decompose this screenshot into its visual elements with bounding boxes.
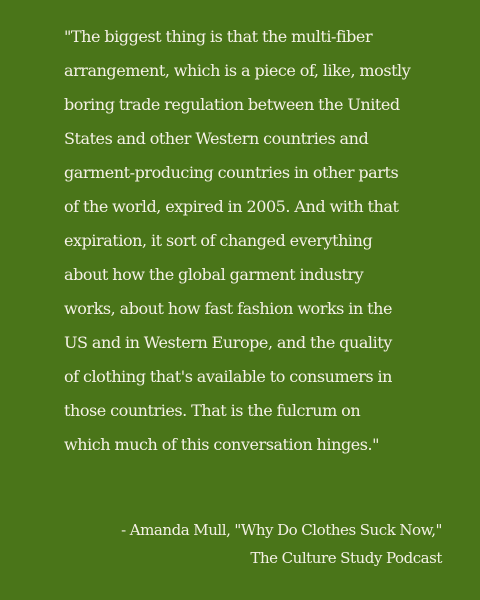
attribution (121, 516, 442, 572)
quote-line: garment-producing countries in other parts (64, 163, 399, 182)
quote-line: works, about how fast fashion works in the (64, 299, 392, 318)
quote-line: about how the global garment industry (64, 265, 364, 284)
quote-line: arrangement, which is a piece of, like, mostly (64, 61, 411, 80)
quote-line: those countries. That is the fulcrum on (64, 401, 361, 420)
quote-line: "The biggest thing is that the multi-fiber (64, 27, 373, 46)
quote-text (64, 20, 444, 462)
quote-line: of clothing that's available to consumers in (64, 367, 393, 386)
quote-line: which much of this conversation hinges." (64, 435, 380, 454)
quote-line: of the world, expired in 2005. And with that (64, 197, 399, 216)
quote-line: US and in Western Europe, and the quality (64, 333, 392, 352)
attribution-author: - Amanda Mull, "Why Do Clothes Suck Now," (121, 521, 442, 539)
quote-line: States and other Western countries and (64, 129, 369, 148)
quote-line: expiration, it sort of changed everything (64, 231, 373, 250)
attribution-source: The Culture Study Podcast (250, 549, 442, 567)
quote-line: boring trade regulation between the United (64, 95, 400, 114)
